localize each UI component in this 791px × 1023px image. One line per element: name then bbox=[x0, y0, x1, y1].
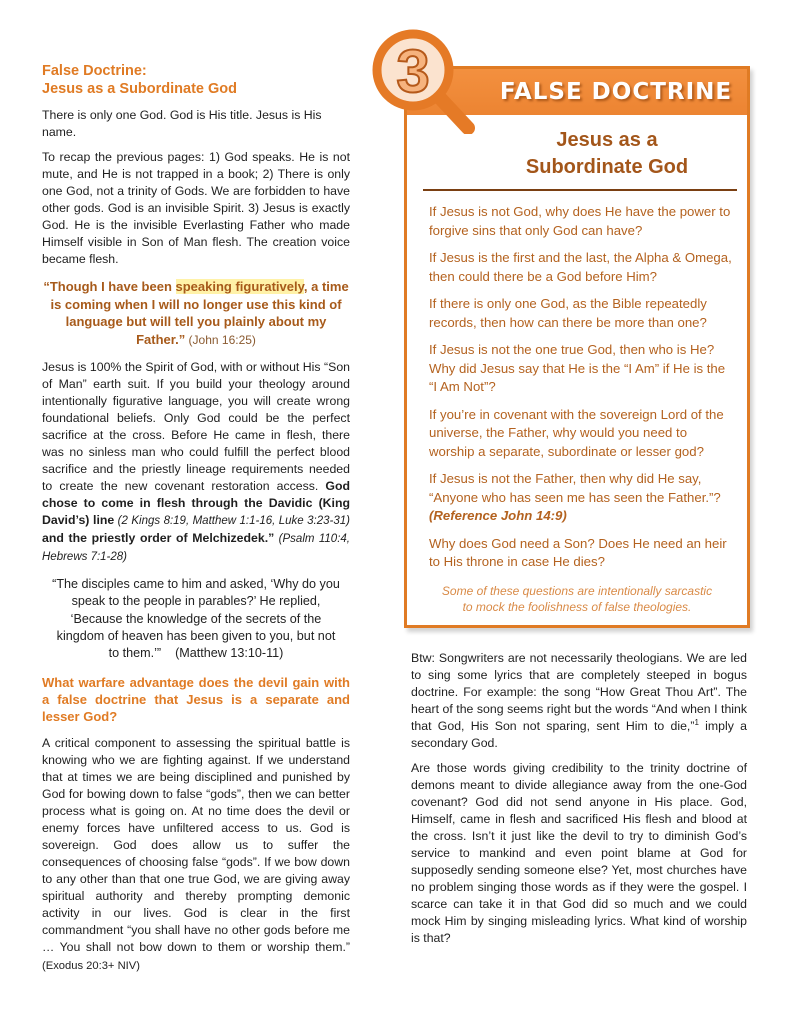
spirit-ref-1: (2 Kings 8:19, Matthew 1:1-16, Luke 3:23-31) bbox=[114, 515, 350, 527]
callout-divider bbox=[423, 189, 737, 191]
trinity-paragraph: Are those words giving credibility to the trinity doctrine of demons meant to divide allegiance away from the one-God covenant? God did not send anyone in His place. God, Himself, came in flesh and sacrificed His flesh and blood at the cross. Isn’t it just like the devil to try to diminish God’s service to mankind and even point blame at God for supposedly sending someone else? Yet, most churches have no problem singing those words as if they were the gospel. I scarce can take it in that God did so much and we could mock Him by singing misleading lyrics. What kind of worship is that? bbox=[411, 760, 747, 945]
callout-subtitle-line-1: Jesus as a bbox=[556, 129, 658, 151]
left-column bbox=[42, 62, 350, 983]
warfare-paragraph bbox=[42, 735, 350, 975]
magnifying-glass-icon bbox=[368, 24, 478, 134]
intro-paragraph: There is only one God. God is His title. Jesus is His name. bbox=[42, 108, 322, 139]
callout-note-line-2: to mock the foolishness of false theologies. bbox=[462, 599, 692, 614]
heading-line-2: Jesus as a Subordinate God bbox=[42, 81, 237, 97]
john-quote bbox=[42, 278, 350, 349]
spirit-ref-2: (Psalm 110:4, Hebrews 7:1-28) bbox=[42, 533, 350, 563]
question-item: Why does God need a Son? Does He need an heir to His throne in case He dies? bbox=[429, 535, 727, 569]
callout-number: 3 bbox=[396, 38, 430, 105]
quote-highlight: speaking figuratively bbox=[175, 279, 304, 294]
callout-banner-title: FALSE DOCTRINE bbox=[499, 79, 733, 105]
heading-line-1: False Doctrine: bbox=[42, 63, 147, 79]
quote-reference: (John 16:25) bbox=[185, 332, 256, 347]
article-heading bbox=[42, 62, 350, 98]
warfare-subheading: What warfare advantage does the devil gain with a false doctrine that Jesus is a separate and lesser God? bbox=[42, 675, 350, 725]
right-column bbox=[411, 650, 747, 947]
recap-paragraph: To recap the previous pages: 1) God speaks. He is not mute, and He is not trapped in a book; 2) There is only one God, not a trinity of Gods. We are forbidden to have other gods. God is an invisible Spirit. 3) Jesus is exactly God. He is the invisible Everlasting Father who made Himself visible in Son of Man flesh. The creation voice became flesh. bbox=[42, 150, 350, 266]
question-item: If Jesus is the first and the last, the Alpha & Omega, then could there be a God before Him? bbox=[429, 250, 732, 284]
question-item: If there is only one God, as the Bible repeatedly records, then how can there be more than one? bbox=[429, 296, 707, 330]
question-item: If Jesus is not God, why does He have the power to forgive sins that only God can have? bbox=[429, 204, 731, 238]
question-item: If Jesus is not the one true God, then who is He? Why did Jesus say that He is the “I Am” if He is the “I Am Not”? bbox=[429, 342, 726, 394]
callout-note-line-1: Some of these questions are intentionally sarcastic bbox=[441, 583, 713, 598]
warfare-reference: (Exodus 20:3+ NIV) bbox=[42, 960, 140, 973]
quote-text-before: “Though I have been bbox=[43, 279, 176, 294]
right-side bbox=[404, 66, 756, 955]
matthew-quote-reference: (Matthew 13:10-11) bbox=[175, 646, 284, 661]
callout-subtitle-line-2: Subordinate God bbox=[525, 156, 689, 178]
warfare-text: A critical component to assessing the spiritual battle is knowing who we are fighting against. If we understand that at times we are being disciplined and punished by God for bowing down to false “gods”, then we can better process what is going on. At no time does the devil or enemy forces have unfiltered access to us. God is sovereign. God does allow us to suffer the consequences of choosing false “gods”. If we bow down to any other than that one true God, we are giving away spiritual authority and thereby prompting demonic activity in our lives. God is clear in the first commandment “you shall have no other gods before me … You shall not bow down to them or worship them.” bbox=[42, 736, 350, 955]
matthew-quote-text: “The disciples came to him and asked, ‘Why do you speak to the people in parables?’ He replied, ‘Because the knowledge of the secrets of the kingdom of heaven has been given to you, but not to them.’” bbox=[52, 577, 340, 661]
spirit-bold-1: God chose to come in flesh through the Davidic (King David’s) line bbox=[42, 479, 350, 527]
songwriters-paragraph bbox=[411, 650, 747, 752]
question-reference: (Reference John 14:9) bbox=[429, 508, 567, 523]
question-text: If Jesus is not the Father, then why did He say, “Anyone who has seen me has seen the Father.”? bbox=[429, 471, 721, 505]
spirit-paragraph bbox=[42, 359, 350, 566]
callout-note bbox=[407, 581, 747, 625]
false-doctrine-callout bbox=[404, 66, 750, 628]
question-item bbox=[429, 470, 733, 526]
songwriters-text: Btw: Songwriters are not necessarily theologians. We are led to sing some lyrics that are completely steeped in bogus doctrine. For example: the song “How Great Thou Art”. The heart of the song seems right but the words “And when I think that God, His Son not sparing, sent Him to die,” bbox=[411, 650, 747, 733]
callout-questions bbox=[407, 203, 747, 572]
spirit-bold-2: and the priestly order of Melchizedek.” bbox=[42, 531, 275, 545]
matthew-quote bbox=[52, 576, 340, 662]
footnote-marker: 1 bbox=[694, 717, 699, 727]
spirit-text: Jesus is 100% the Spirit of God, with or without His “Son of Man” earth suit. If you build your theology around intentionally figurative language, you will create wrong foundational beliefs. Only God could be the perfect sacrifice at the cross. Before He came in flesh, there was no sinless man who could fulfill the perfect blood sacrifice and the priestly lineage requirements needed to create the new covenant restoration access. bbox=[42, 360, 350, 493]
songwriters-text-end: imply a secondary God. bbox=[411, 718, 747, 750]
question-item: If you’re in covenant with the sovereign Lord of the universe, the Father, why would you need to worship a separate, subordinate or lesser god? bbox=[429, 406, 724, 459]
quote-text-after: , a time is coming when I will no longer use this kind of language but will tell you plainly about my Father.” bbox=[50, 279, 349, 347]
